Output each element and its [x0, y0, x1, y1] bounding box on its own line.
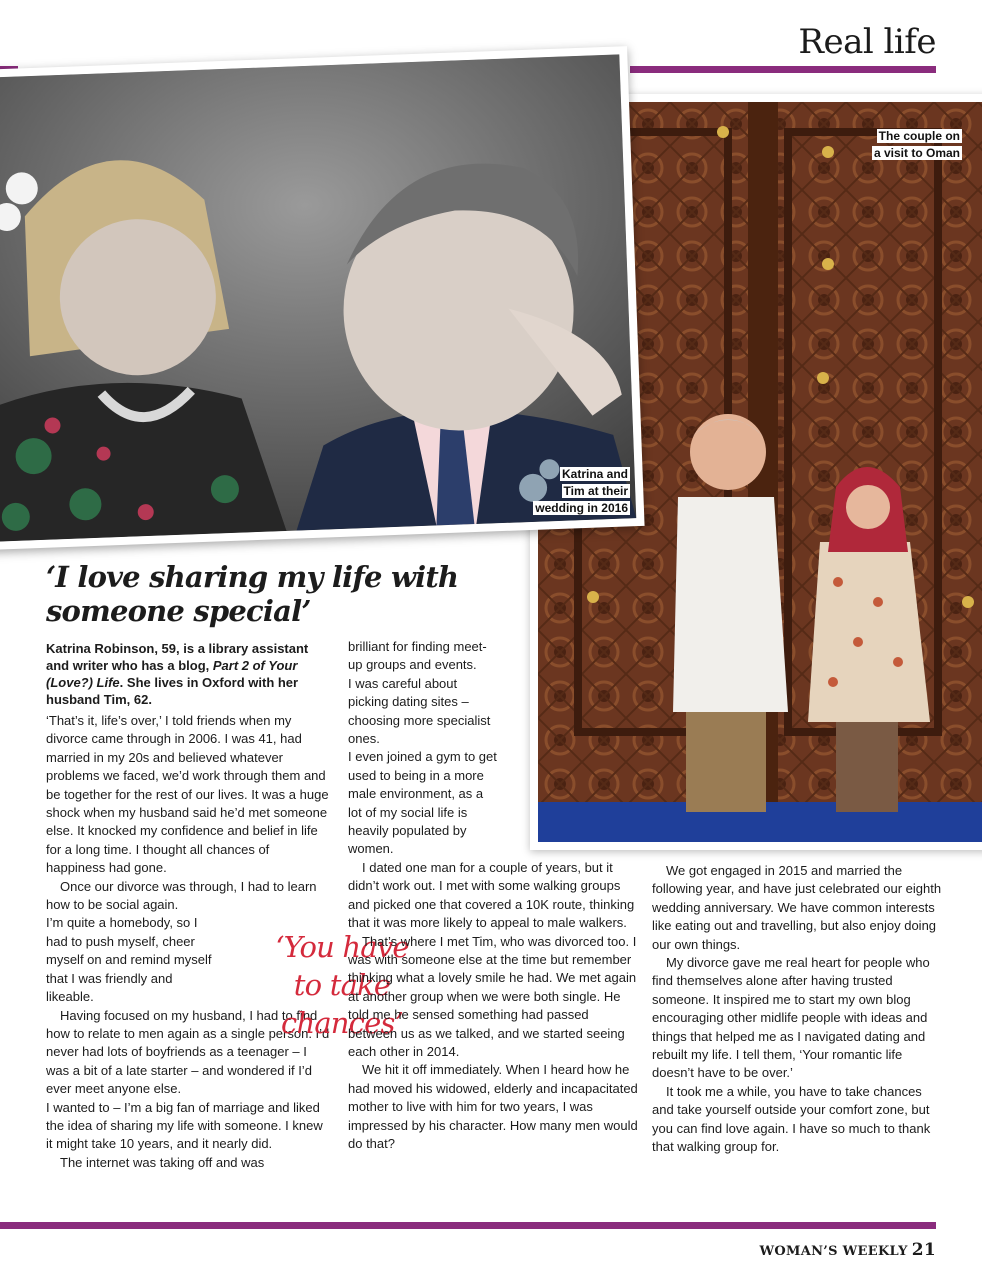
paragraph: That’s where I met Tim, who was divorced too. I was with someone else at the time but remember thinking what a lovely smile he had. We met again at another group when we were both single. He told me he sensed something had passed between us as we talked, and we started seeing each other in 2014. [348, 933, 637, 1059]
body-column-3 [652, 862, 942, 1157]
paragraph: We got engaged in 2015 and married the following year, and have just celebrated our eighth wedding anniversary. We have common interests like eating out and travelling, but also enjoy doing our own things. [652, 863, 942, 952]
standfirst [46, 640, 331, 708]
paragraph: I was careful about picking dating sites – choosing more specialist ones. [348, 675, 491, 747]
caption-oman-line-2: a visit to Oman [873, 146, 960, 160]
paragraph: Having focused on my husband, I had to find how to relate to men again as a single person. I’d never had lots of boyfriends as a teenager – I was a bit of a late starter – and wondered if I’d ever meet anyone else. [46, 1007, 330, 1097]
page-footer [760, 1240, 937, 1260]
magazine-name: WOMAN’S WEEKLY [759, 1244, 908, 1259]
paragraph: ‘That’s it, life’s over,’ I told friends when my divorce came through in 2006. I was 41, had married in my 20s and believed whatever problems we faced, we’d work through them and be together for the rest of our lives. It was a huge shock when my husband said he’d met someone else. It knocked my confidence and belief in life for a long time. I thought all chances of happiness had gone. [46, 713, 329, 876]
paragraph: My divorce gave me real heart for people who find themselves alone after having trusted someone. It inspired me to start my own blog encouraging other midlife people with ideas and things that helped me as I navigated dating and rebuilt my life. I tell them, ‘Your romantic life doesn’t have to be over.’ [652, 955, 930, 1081]
paragraph: brilliant for finding meet-up groups and events. [348, 639, 487, 673]
standfirst-lead: Katrina Robinson, 59, is a library assistant and writer who has a blog, [46, 641, 309, 673]
caption-wedding-line-2: Tim at their [563, 484, 628, 498]
caption-oman-line-1: The couple on [878, 129, 960, 143]
caption-wedding [500, 466, 630, 517]
caption-wedding-line-1: Katrina and [561, 467, 628, 481]
paragraph: I dated one man for a couple of years, but it didn’t work out. I met with some walking groups and picked one that covered a 10K route, thinking that it was more likely to appeal to male walkers. [348, 859, 635, 931]
header-rule [630, 66, 936, 73]
paragraph: Once our divorce was through, I had to learn how to be social again. [46, 878, 317, 913]
footer-rule [0, 1222, 936, 1229]
paragraph: We hit it off immediately. When I heard how he had moved his widowed, elderly and incapacitated mother to live with him for two years, I was impressed by his character. How many men would do that? [348, 1062, 638, 1151]
section-title: Real life [798, 22, 936, 62]
paragraph: I wanted to – I’m a big fan of marriage and liked the idea of sharing my life with someone. I knew it might take 10 years, and it nearly did. [46, 1099, 323, 1152]
article-headline: ‘I love sharing my life with someone special’ [46, 560, 459, 628]
pull-quote: ‘You have to take chances’ [275, 930, 409, 1040]
standfirst-tail: . She lives in Oxford with her husband Tim, 62. [46, 675, 299, 707]
paragraph: I’m quite a homebody, so I had to push myself, cheer myself on and remind myself that I was friendly and likeable. [46, 915, 212, 1005]
paragraph: It took me a while, you have to take chances and take yourself outside your comfort zone, but you can find love again. I have so much to thank that walking group for. [652, 1083, 931, 1155]
paragraph: I even joined a gym to get used to being in a more male environment, as a lot of my social life is heavily populated by women. [348, 749, 497, 857]
caption-oman [842, 128, 962, 162]
paragraph: The internet was taking off and was [60, 1154, 265, 1170]
caption-wedding-line-3: wedding in 2016 [535, 501, 628, 515]
standfirst-blog-name: Part 2 of Your (Love?) Life [46, 658, 298, 690]
page-number: 21 [911, 1240, 936, 1260]
